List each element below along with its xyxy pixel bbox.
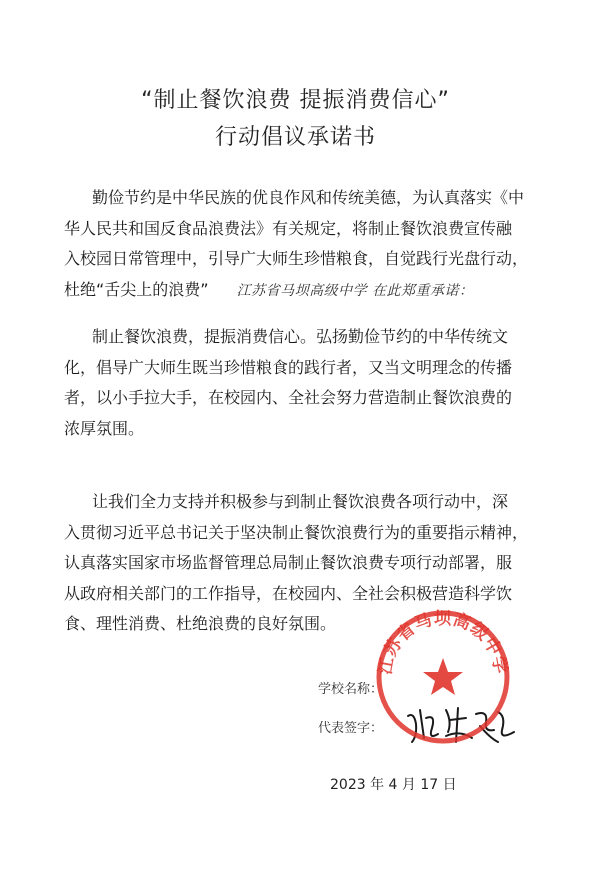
svg-text:江苏省马坝高级中学: 江苏省马坝高级中学 [375, 608, 511, 677]
paragraph-line: 让我们全力支持并积极参与到制止餐饮浪费各项行动中，深 [92, 492, 509, 511]
document-date: 2023 年 4 月 17 日 [330, 777, 457, 793]
paragraph-line: 从政府相关部门的工作指导，在校园内、全社会积极营造科学饮 [64, 583, 513, 603]
document-title-line2: 行动倡议承诺书 [214, 125, 376, 150]
handwritten-school-commitment: 江苏省马坝高级中学 在此郑重承诺： [236, 282, 474, 299]
paragraph-line: 食、理性消费、杜绝浪费的良好氛围。 [64, 614, 337, 633]
paragraph-2 [64, 322, 534, 444]
paragraph-line: 者，以小手拉大手，在校园内、全社会努力营造制止餐饮浪费的 [64, 388, 513, 407]
paragraph-line: 化，倡导广大师生既当珍惜粮食的践行者，又当文明理念的传播 [64, 357, 513, 377]
paragraph-line: 入贯彻习近平总书记关于坚决制止餐饮浪费行为的重要指示精神， [64, 522, 529, 542]
representative-signature-label: 代表签字： [318, 721, 384, 736]
school-seal [372, 606, 514, 748]
paragraph-line: 制止餐饮浪费，提振消费信心。弘扬勤俭节约的中华传统文 [92, 327, 509, 346]
paragraph-line: 勤俭节约是中华民族的优良作风和传统美德，为认真落实《中 [92, 188, 525, 207]
school-name-label: 学校名称： [318, 682, 384, 697]
paragraph-line: 认真落实国家市场监督管理总局制止餐饮浪费专项行动部署，服 [64, 553, 513, 572]
seal-star-icon [423, 658, 463, 695]
paragraph-line: 浓厚氛围。 [64, 418, 145, 438]
paragraph-1 [64, 183, 534, 306]
paragraph-line: 华人民共和国反食品浪费法》有关规定，将制止餐饮浪费宣传融 [64, 218, 513, 238]
paragraph-line: 入校园日常管理中，引导广大师生珍惜粮食，自觉践行光盘行动， [64, 249, 529, 268]
paragraph-line: 杜绝“舌尖上的浪费” [64, 279, 209, 299]
document-title-line1: “制止餐饮浪费 提振消费信心” [141, 88, 450, 113]
